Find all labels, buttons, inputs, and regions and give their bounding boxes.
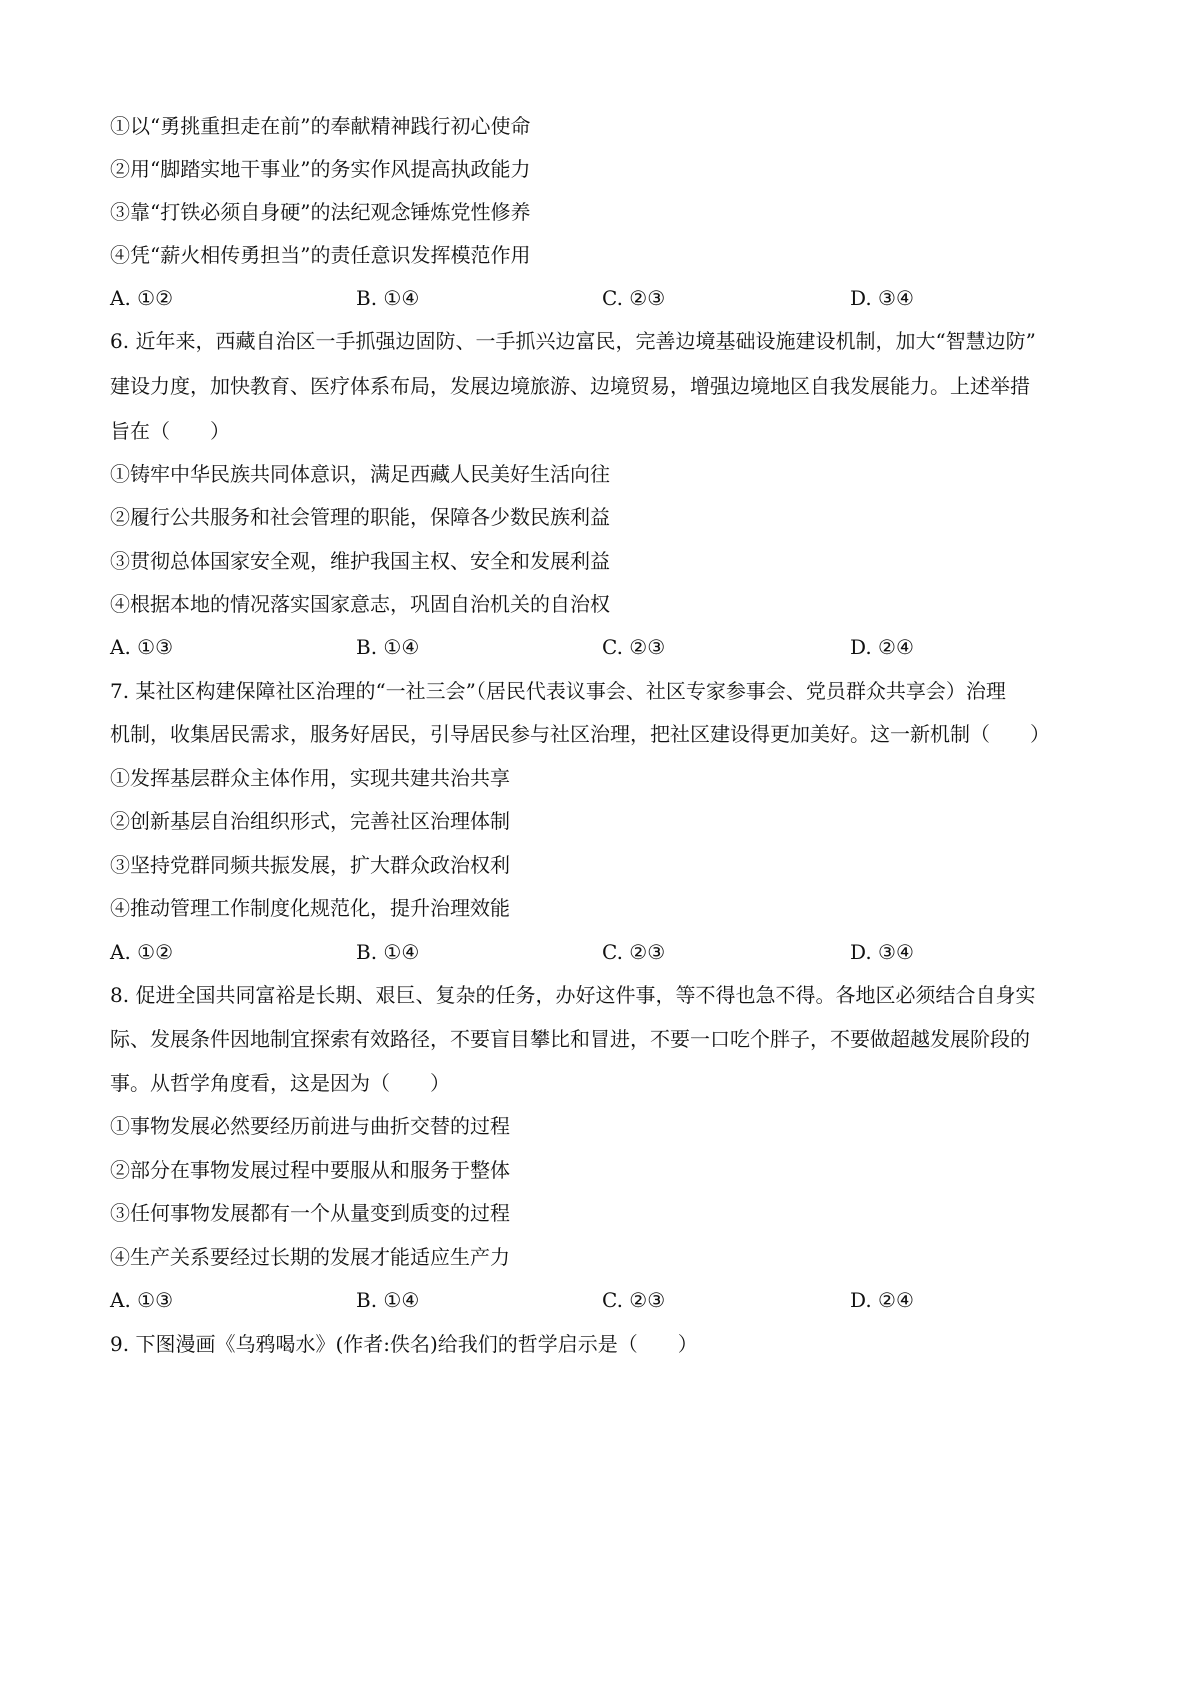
q7-choice-2: ②创新基层自治组织形式，完善社区治理体制 <box>110 809 510 833</box>
q8-stem-line-3: 事。从哲学角度看，这是因为（ ） <box>110 1071 450 1095</box>
q7-stem-line-1: 7. 某社区构建保障社区治理的“一社三会”（居民代表议事会、社区专家参事会、党员群众共享会）治理 <box>110 679 1006 703</box>
q7-option-b: B. ①④ <box>356 940 420 964</box>
q8-choice-4: ④生产关系要经过长期的发展才能适应生产力 <box>110 1245 510 1269</box>
q8-option-c: C. ②③ <box>602 1288 666 1312</box>
q8-choice-3: ③任何事物发展都有一个从量变到质变的过程 <box>110 1201 510 1225</box>
q8-options <box>0 1286 1200 1314</box>
q8-option-a: A. ①③ <box>110 1288 174 1312</box>
q8-stem-line-2: 际、发展条件因地制宜探索有效路径，不要盲目攀比和冒进，不要一口吃个胖子，不要做超越发展阶段的 <box>110 1027 1030 1051</box>
q7-options <box>0 938 1200 966</box>
q5-choice-2: ②用“脚踏实地干事业”的务实作风提高执政能力 <box>110 157 531 181</box>
q5-options <box>0 284 1200 312</box>
q5-option-b: B. ①④ <box>356 286 420 310</box>
q6-stem-line-1: 6. 近年来，西藏自治区一手抓强边固防、一手抓兴边富民，完善边境基础设施建设机制，加大“智慧边防” <box>110 329 1036 353</box>
q6-choice-1: ①铸牢中华民族共同体意识，满足西藏人民美好生活向往 <box>110 462 610 486</box>
q7-stem-line-2: 机制，收集居民需求，服务好居民，引导居民参与社区治理，把社区建设得更加美好。这一新机制（ ） <box>110 722 1050 746</box>
q5-option-d: D. ③④ <box>850 286 914 310</box>
q5-choice-3: ③靠“打铁必须自身硬”的法纪观念锤炼党性修养 <box>110 200 531 224</box>
q6-option-d: D. ②④ <box>850 635 914 659</box>
q6-option-c: C. ②③ <box>602 635 666 659</box>
q6-option-a: A. ①③ <box>110 635 174 659</box>
q6-choice-2: ②履行公共服务和社会管理的职能，保障各少数民族利益 <box>110 505 610 529</box>
q6-options <box>0 633 1200 661</box>
q8-choice-1: ①事物发展必然要经历前进与曲折交替的过程 <box>110 1114 510 1138</box>
q5-choice-4: ④凭“薪火相传勇担当”的责任意识发挥模范作用 <box>110 243 531 267</box>
q6-stem-line-2: 建设力度，加快教育、医疗体系布局，发展边境旅游、边境贸易，增强边境地区自我发展能力。上述举措 <box>110 374 1030 398</box>
q5-choice-1: ①以“勇挑重担走在前”的奉献精神践行初心使命 <box>110 114 531 138</box>
q7-option-c: C. ②③ <box>602 940 666 964</box>
q9-stem-line-1: 9. 下图漫画《乌鸦喝水》(作者:佚名)给我们的哲学启示是（ ） <box>110 1332 698 1356</box>
q5-option-c: C. ②③ <box>602 286 666 310</box>
q6-option-b: B. ①④ <box>356 635 420 659</box>
q7-choice-4: ④推动管理工作制度化规范化，提升治理效能 <box>110 896 510 920</box>
q5-option-a: A. ①② <box>110 286 174 310</box>
q8-option-b: B. ①④ <box>356 1288 420 1312</box>
q7-option-d: D. ③④ <box>850 940 914 964</box>
q8-stem-line-1: 8. 促进全国共同富裕是长期、艰巨、复杂的任务，办好这件事，等不得也急不得。各地区必须结合自身实 <box>110 983 1036 1007</box>
q7-option-a: A. ①② <box>110 940 174 964</box>
q6-stem-line-3: 旨在（ ） <box>110 419 230 443</box>
q7-choice-3: ③坚持党群同频共振发展，扩大群众政治权利 <box>110 853 510 877</box>
q8-choice-2: ②部分在事物发展过程中要服从和服务于整体 <box>110 1158 510 1182</box>
q6-choice-3: ③贯彻总体国家安全观，维护我国主权、安全和发展利益 <box>110 549 610 573</box>
q6-choice-4: ④根据本地的情况落实国家意志，巩固自治机关的自治权 <box>110 592 610 616</box>
q7-choice-1: ①发挥基层群众主体作用，实现共建共治共享 <box>110 766 510 790</box>
q8-option-d: D. ②④ <box>850 1288 914 1312</box>
